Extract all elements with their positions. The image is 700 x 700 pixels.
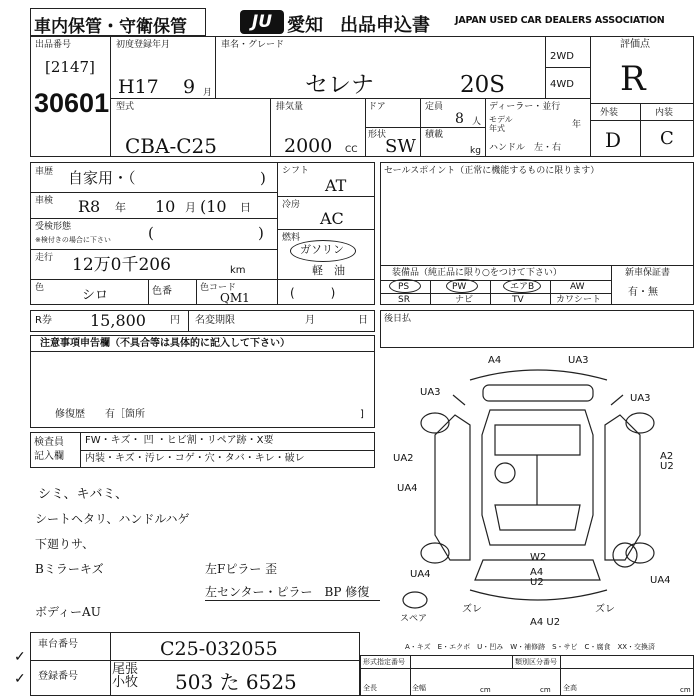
receive-close: ): [258, 224, 264, 242]
cc-label: CC: [345, 145, 358, 155]
shift-value: AT: [325, 176, 347, 195]
diagram-mark-ua4-left: UA4: [397, 483, 418, 494]
fuel-gasoline-circle: [290, 240, 356, 262]
diagram-mark-ua4-rear-right: UA4: [650, 575, 671, 586]
diagram-mark-w2: W2: [530, 552, 547, 563]
lot-no-value: 30601: [34, 88, 110, 118]
aircon-label: 冷房: [282, 200, 301, 210]
dealer-label: ディーラー・並行: [489, 102, 561, 112]
note-right-1: 左Fピラー 歪: [205, 562, 278, 576]
car-name-label: 車名・グレード: [221, 40, 285, 50]
expiry-month: 月: [305, 315, 315, 326]
equip-tv: TV: [512, 295, 524, 305]
first-reg-month: 9: [183, 76, 196, 98]
chassis-value: C25-032055: [160, 638, 278, 660]
note-line-1: シミ、キバミ、: [38, 487, 128, 502]
inspection-month-value: 10: [155, 197, 176, 216]
spec-height-label: 全高: [563, 684, 577, 692]
color-code-value: QM1: [220, 291, 250, 305]
interior-label: 内装: [655, 108, 674, 118]
first-reg-label: 初度登録年月: [116, 40, 171, 50]
receive-form-label: 受検形態: [35, 222, 72, 232]
mileage-value: 12万0千206: [72, 255, 171, 275]
diagram-mark-ua2-left: UA2: [393, 453, 414, 464]
car-name-value: セレナ: [305, 72, 374, 98]
equip-seat: カワシート: [556, 295, 602, 305]
body-type-value: SW: [385, 136, 416, 157]
fuel-diesel: 軽 油: [312, 264, 345, 277]
inspector-label: 検査員 記入欄: [34, 437, 64, 462]
sales-point-label: セールスポイント（正常に機能するものに限ります）: [384, 166, 600, 176]
brand-name: 愛知: [287, 15, 323, 36]
diagram-mark-zure-right: ズレ: [595, 604, 615, 615]
drive-4wd: 4WD: [550, 79, 574, 90]
displacement-value: 2000: [284, 135, 333, 157]
fuel-label: 燃料: [282, 233, 301, 243]
spare-label: スペア: [400, 614, 428, 624]
equip-airbag-circle: [503, 279, 541, 293]
inspection-month-unit: 月: [185, 201, 196, 214]
reg-label: 登録番号: [38, 671, 78, 682]
note-line-3: 下廻りサ、: [35, 537, 95, 551]
rating-label: 評価点: [620, 39, 650, 50]
diagram-mark-ua3-left: UA3: [420, 387, 441, 398]
shift-label: シフト: [282, 166, 310, 176]
body-type-label: 形状: [368, 130, 387, 140]
rating-value: R: [620, 59, 646, 99]
model-year-label: モデル 年式: [489, 115, 513, 133]
check-mark-2: ✓: [14, 671, 26, 687]
form-title: 出品申込書: [340, 15, 430, 36]
chassis-label: 車台番号: [38, 639, 78, 650]
exterior-grade: D: [605, 128, 622, 152]
spec-class-label: 類別区分番号: [515, 658, 557, 666]
diagram-mark-a4u2-rear: A4 U2: [530, 567, 544, 588]
fuel-other: ( ): [290, 286, 336, 300]
load-label: 積載: [425, 130, 444, 140]
handle-label: ハンドル 左・右: [489, 143, 562, 153]
expiry-day: 日: [358, 315, 368, 326]
warranty-options: 有・無: [628, 287, 658, 298]
equip-pw: PW: [452, 282, 467, 292]
diagram-mark-ua3-right: UA3: [630, 393, 651, 404]
equip-sr: SR: [398, 295, 410, 305]
color-code-label: 色コード: [200, 283, 237, 293]
diagram-mark-a2u2-right: A2 U2: [660, 451, 674, 472]
spec-cm-3: cm: [680, 686, 691, 694]
diagram-mark-ua4-rear-left: UA4: [410, 569, 431, 580]
doors-label: ドア: [368, 102, 386, 112]
displacement-label: 排気量: [276, 102, 304, 112]
page-title: 車内保管・守衛保管: [34, 17, 187, 37]
diagram-mark-a4u2-bottom: A4 U2: [530, 617, 561, 628]
yen-label: 円: [170, 315, 180, 326]
receive-open: (: [148, 224, 154, 242]
note-line-4: Bミラーキズ: [35, 562, 104, 576]
first-reg-era: H17: [118, 76, 159, 98]
first-reg-month-unit: 月: [203, 88, 213, 98]
color-value: シロ: [82, 288, 109, 303]
drive-2wd: 2WD: [550, 51, 574, 62]
capacity-unit: 人: [472, 117, 482, 127]
inspection-label: 車検: [35, 196, 54, 206]
spec-type-label: 形式指定番号: [363, 658, 405, 666]
inspection-day-unit: 日: [240, 201, 251, 214]
capacity-value: 8: [455, 111, 464, 127]
note-line-2: シートヘタリ、ハンドルハゲ: [35, 512, 190, 526]
inspector-row-1: FW・キズ・ 凹 ・ヒビ割・リペア跡・X要: [85, 435, 274, 446]
after-fit-label: 後日払: [384, 314, 412, 324]
after-fit-box: [380, 310, 694, 348]
equip-ps: PS: [398, 282, 410, 292]
reg-number: 503 た 6525: [175, 670, 297, 694]
inspection-day-value: (10: [200, 197, 227, 216]
fuel-gasoline: ガソリン: [300, 243, 344, 256]
diagram-mark-zure-left: ズレ: [462, 604, 482, 615]
inspection-year-value: R8: [78, 197, 101, 216]
logo: JU: [240, 10, 284, 34]
english-title: JAPAN USED CAR DEALERS ASSOCIATION: [455, 15, 665, 26]
history-end: ): [260, 169, 266, 187]
notes-title: 注意事項申告欄（不具合等は具体的に記入して下さい）: [40, 338, 290, 349]
equip-ps-circle: [389, 279, 421, 293]
check-mark-1: ✓: [14, 649, 26, 665]
equipment-label: 装備品（純正品に限り○をつけて下さい）: [392, 268, 562, 278]
history-value: 自家用・（: [68, 169, 136, 187]
spec-width-label: 全幅: [412, 684, 426, 692]
model-value: CBA-C25: [125, 134, 217, 158]
equip-pw-circle: [446, 279, 478, 293]
mileage-label: 走行: [35, 253, 54, 263]
equip-aw: AW: [570, 282, 585, 292]
capacity-label: 定員: [425, 102, 444, 112]
lot-no-label: 出品番号: [35, 40, 72, 50]
repair-history: 修復歴 有［箇所: [55, 409, 145, 420]
aircon-value: AC: [320, 209, 344, 228]
color-label: 色: [35, 283, 45, 293]
history-label: 車歴: [35, 167, 54, 177]
km-label: km: [230, 265, 246, 276]
model-label: 型式: [116, 102, 135, 112]
reg-place: 尾張 小牧: [112, 662, 139, 690]
diagram-mark-a4-front: A4: [488, 355, 502, 366]
year-unit: 年: [572, 120, 582, 130]
repair-bracket-end: ]: [360, 409, 364, 420]
note-line-5: ボディーAU: [35, 605, 101, 619]
equip-navi: ナビ: [455, 295, 474, 305]
kg-label: kg: [470, 146, 481, 156]
lot-bracket: [2147]: [45, 58, 95, 76]
recycle-value: 15,800: [90, 311, 146, 330]
diagram-mark-ua3-front: UA3: [568, 355, 589, 366]
spec-length-label: 全長: [363, 684, 377, 692]
legend: A・キズ E・エクボ U・凹み W・補修跡 S・サビ C・腐食 XX・交換済: [405, 643, 656, 651]
equip-airbag: エアB: [510, 282, 535, 292]
warranty-label: 新車保証書: [625, 268, 671, 278]
recycle-label: R券: [35, 315, 52, 326]
inspection-year-unit: 年: [115, 201, 126, 214]
receive-note: ※検付きの場合に下さい: [35, 236, 111, 244]
grade-value: 20S: [460, 72, 506, 98]
spec-cm-1: cm: [480, 686, 491, 694]
spec-cm-2: cm: [540, 686, 551, 694]
interior-grade: C: [660, 128, 674, 149]
exterior-label: 外装: [600, 108, 619, 118]
note-right-2: 左センター・ピラー BP 修復: [205, 585, 370, 599]
inspector-row-2: 内装・キズ・汚レ・コゲ・穴・タバ・キレ・破レ: [85, 453, 305, 464]
color-no-label: 色番: [152, 286, 172, 297]
expiry-label: 名変期限: [195, 315, 235, 326]
